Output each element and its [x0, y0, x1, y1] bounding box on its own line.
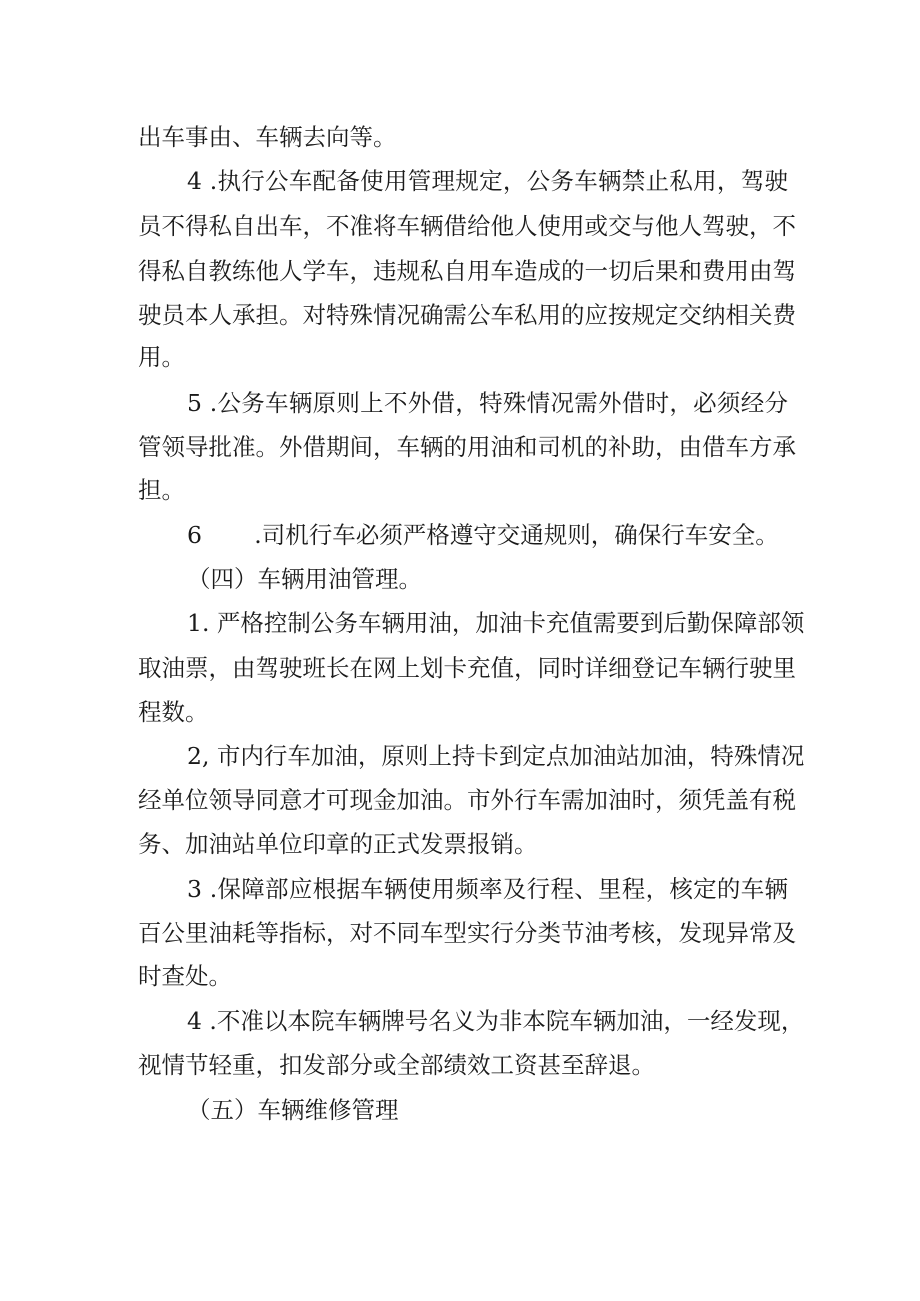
text-line: 驶员本人承担。对特殊情况确需公车私用的应按规定交纳相关费 [138, 301, 796, 329]
text-line: 员不得私自出车，不准将车辆借给他人使用或交与他人驾驶，不 [138, 212, 796, 240]
text-line: 务、加油站单位印章的正式发票报销。 [138, 830, 538, 858]
text-line: 用。 [138, 343, 185, 371]
text-line: 时查处。 [138, 962, 232, 990]
section-heading-5: （五）车辆维修管理 [187, 1096, 399, 1124]
text-line: 担。 [138, 476, 185, 504]
paragraph-5-line-1: 5 .公务车辆原则上不外借，特殊情况需外借时，必须经分 [187, 389, 788, 417]
text-line: 管领导批准。外借期间，车辆的用油和司机的补助，由借车方承 [138, 433, 796, 461]
text-line: 视情节轻重，扣发部分或全部绩效工资甚至辞退。 [138, 1051, 655, 1079]
text-line: 程数。 [138, 698, 209, 726]
text-line: 出车事由、车辆去向等。 [138, 123, 397, 151]
fuel-item-2-line-1: 2, 市内行车加油，原则上持卡到定点加油站加油，特殊情况 [187, 742, 805, 770]
section-heading-4: （四）车辆用油管理。 [187, 565, 422, 593]
text-line: 得私自教练他人学车，违规私自用车造成的一切后果和费用由驾 [138, 257, 796, 285]
fuel-item-3-line-1: 3 .保障部应根据车辆使用频率及行程、里程，核定的车辆 [187, 875, 788, 903]
paragraph-6: 6 .司机行车必须严格遵守交通规则，确保行车安全。 [187, 521, 779, 549]
fuel-item-1-line-1: 1. 严格控制公务车辆用油，加油卡充值需要到后勤保障部领 [187, 609, 805, 637]
text-line: 经单位领导同意才可现金加油。市外行车需加油时，须凭盖有税 [138, 786, 796, 814]
paragraph-4-line-1: 4 .执行公车配备使用管理规定，公务车辆禁止私用，驾驶 [187, 167, 788, 195]
fuel-item-4-line-1: 4 .不准以本院车辆牌号名义为非本院车辆加油，一经发现， [187, 1007, 805, 1035]
text-line: 取油票，由驾驶班长在网上划卡充值，同时详细登记车辆行驶里 [138, 654, 796, 682]
text-line: 百公里油耗等指标，对不同车型实行分类节油考核，发现异常及 [138, 919, 796, 947]
